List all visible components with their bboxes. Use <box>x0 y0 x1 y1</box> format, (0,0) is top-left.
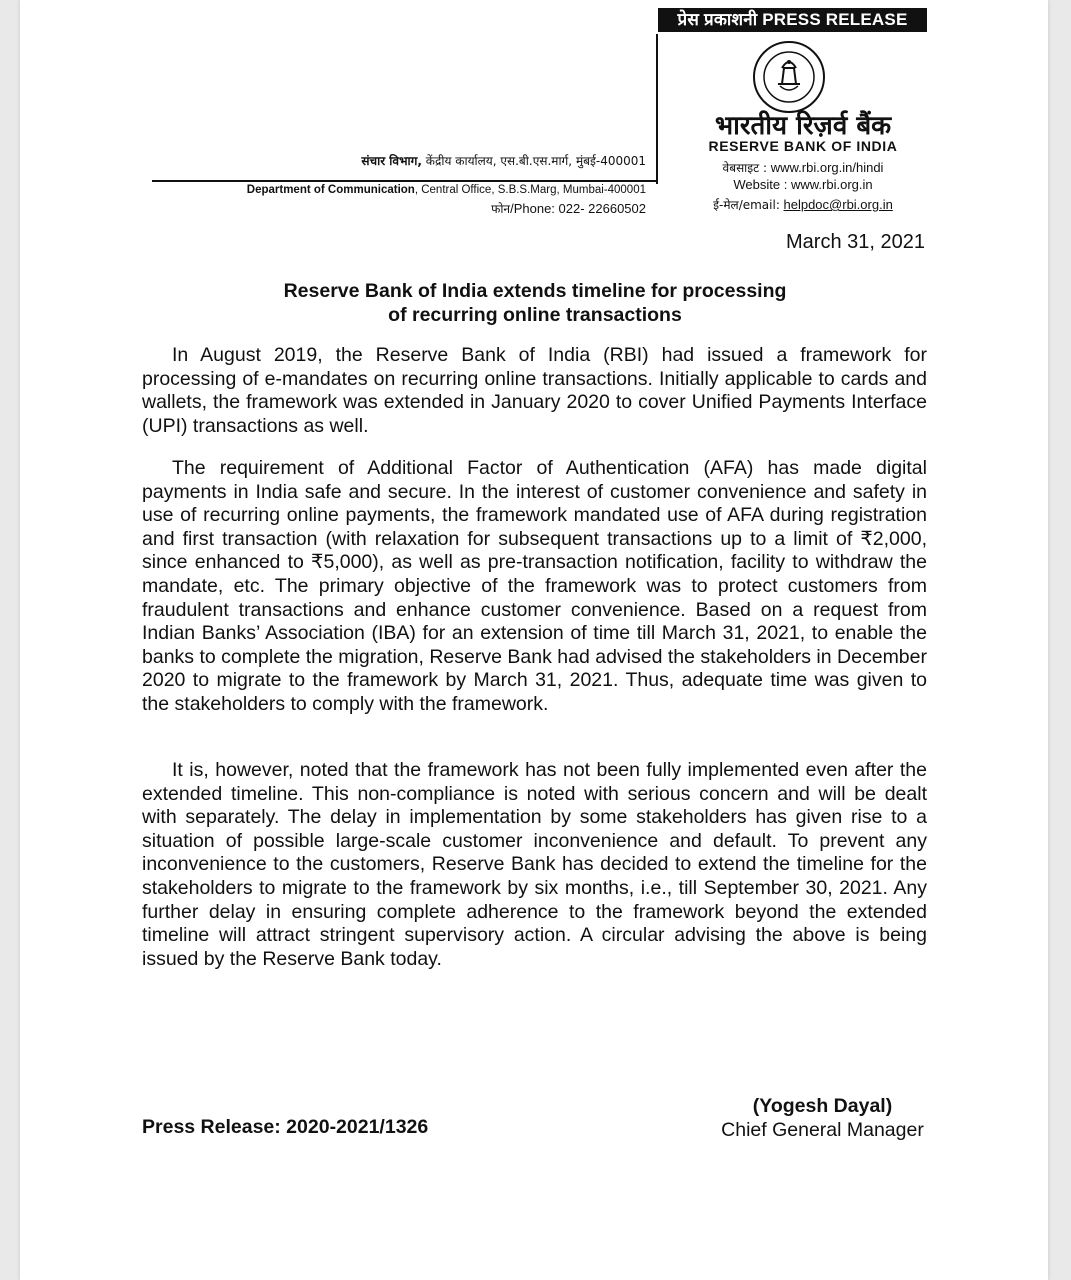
press-release-label: प्रेस प्रकाशनी PRESS RELEASE <box>658 8 927 32</box>
body-paragraph-1: In August 2019, the Reserve Bank of India (RBI) had issued a framework for processing of e-mandates on recurring online transactions. Initially applicable to cards and wallets, the framework was extended in January 2020 to cover Unified Payments Interface (UPI) transactions as well. <box>142 344 927 437</box>
department-english <box>152 184 646 196</box>
signer-title: Chief General Manager <box>721 1119 924 1141</box>
website-link[interactable]: www.rbi.org.in <box>790 177 873 192</box>
department-english-address: , Central Office, S.B.S.Marg, Mumbai-400001 <box>414 184 646 196</box>
title-line-2: of recurring online transactions <box>388 304 682 326</box>
page-title <box>142 279 928 327</box>
body-paragraph-2: The requirement of Additional Factor of Authentication (AFA) has made digital payments in India safe and secure. In the interest of customer convenience and safety in use of recurring online payments, the framework mandated use of AFA during registration and first transaction (with relaxation for subsequent transactions up to a limit of ₹2,000, since enhanced to ₹5,000), as well as pre-transaction notification, facility to withdraw the mandate, etc. The primary objective of the framework was to protect customers from fraudulent transactions and enhance customer convenience. Based on a request from Indian Banks’ Association (IBA) for an extension of time till March 31, 2021, to enable the banks to complete the migration, Reserve Bank had advised the stakeholders in December 2020 to migrate to the framework by March 31, 2021. Thus, adequate time was given to the stakeholders to comply with the framework. <box>142 457 927 715</box>
bank-name-hindi: भारतीय रिज़र्व बैंक <box>714 111 892 141</box>
website-hindi-label: वेबसाइट : <box>722 161 768 175</box>
email-line <box>658 196 948 213</box>
phone-number: /Phone: 022- 22660502 <box>510 201 646 216</box>
email-link[interactable]: helpdoc@rbi.org.in <box>783 197 893 212</box>
press-release-number: Press Release: 2020-2021/1326 <box>142 1116 429 1138</box>
department-hindi-address: केंद्रीय कार्यालय, एस.बी.एस.मार्ग, मुंबई-400001 <box>425 154 646 168</box>
signer-name: (Yogesh Dayal) <box>752 1095 893 1117</box>
department-english-name: Department of Communication <box>246 184 415 196</box>
signature-block <box>680 1094 965 1142</box>
phone-label-hindi: फोन <box>491 202 511 216</box>
press-release-page <box>20 0 1048 1280</box>
website-hindi-link[interactable]: www.rbi.org.in/hindi <box>770 160 884 175</box>
department-hindi <box>152 152 646 169</box>
department-hindi-name: संचार विभाग, <box>361 154 422 168</box>
website-label: Website : <box>733 177 788 192</box>
phone-line <box>152 200 646 217</box>
website-line <box>658 177 948 192</box>
release-date: March 31, 2021 <box>786 231 925 253</box>
rbi-seal-icon <box>752 40 826 114</box>
website-hindi-line <box>658 159 948 176</box>
email-label: ई-मेल/email: <box>713 198 780 212</box>
title-line-1: Reserve Bank of India extends timeline for processing <box>283 280 787 302</box>
bank-name-english: RESERVE BANK OF INDIA <box>708 138 898 154</box>
header-divider-horizontal <box>152 180 658 182</box>
body-paragraph-3: It is, however, noted that the framework has not been fully implemented even after the extended timeline. This non-compliance is noted with serious concern and will be dealt with separately. The delay in implementation by some stakeholders has given rise to a situation of possible large-scale customer inconvenience and default. To prevent any inconvenience to the customers, Reserve Bank has decided to extend the timeline for the stakeholders to migrate to the framework by six months, i.e., till September 30, 2021. Any further delay in ensuring complete adherence to the framework beyond the extended timeline will attract stringent supervisory action. A circular advising the above is being issued by the Reserve Bank today. <box>142 759 927 970</box>
